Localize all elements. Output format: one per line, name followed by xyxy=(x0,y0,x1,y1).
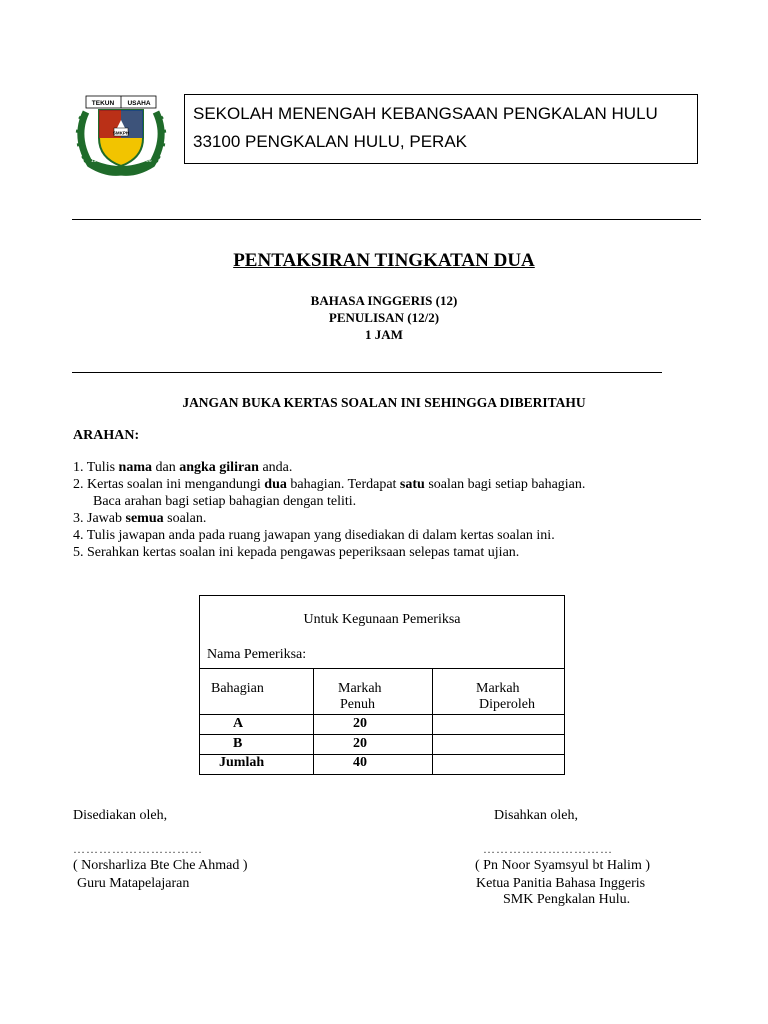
examiner-table-title: Untuk Kegunaan Pemeriksa xyxy=(303,612,461,627)
header-divider xyxy=(72,219,701,220)
instructions-heading: ARAHAN: xyxy=(73,428,140,443)
school-crest-logo xyxy=(72,92,170,176)
table-rule xyxy=(200,714,564,715)
school-address: 33100 PENGKALAN HULU, PERAK xyxy=(193,132,468,151)
table-col-rule xyxy=(432,668,433,774)
warning-text: JANGAN BUKA KERTAS SOALAN INI SEHINGGA DIBERITAHU xyxy=(182,395,586,410)
col-header-section: Bahagian xyxy=(211,681,264,696)
prepared-by-label: Disediakan oleh, xyxy=(73,808,168,823)
crest-banner-left: TEKUN xyxy=(91,100,115,107)
instruction-item-1: 1. Tulis nama dan angka giliran anda. xyxy=(73,460,293,475)
instruction-item-2-continued: Baca arahan bagi setiap bahagian dengan teliti. xyxy=(93,494,357,509)
instruction-item-3: 3. Jawab semua soalan. xyxy=(73,511,207,526)
col-header-obtained-line1: Markah xyxy=(476,681,520,696)
table-rule xyxy=(200,734,564,735)
col-header-full-marks-line2: Penuh xyxy=(340,697,375,712)
col-header-obtained-line2: Diperoleh xyxy=(479,697,535,712)
paper-title: PENULISAN (12/2) xyxy=(328,310,440,325)
crest-shield-text: SMKPH xyxy=(112,130,130,136)
crest-year-right: 96 xyxy=(146,158,152,164)
prepared-by-role: Guru Matapelajaran xyxy=(77,876,190,891)
table-total-full-marks: 40 xyxy=(353,755,367,770)
approved-by-organization: SMK Pengkalan Hulu. xyxy=(503,892,631,907)
examiner-table xyxy=(199,595,565,775)
duration-title: 1 JAM xyxy=(365,327,403,342)
subject-title: BAHASA INGGERIS (12) xyxy=(310,293,458,308)
prepared-by-name: ( Norsharliza Bte Che Ahmad ) xyxy=(73,858,248,873)
approved-by-role: Ketua Panitia Bahasa Inggeris xyxy=(476,876,646,891)
exam-title: PENTAKSIRAN TINGKATAN DUA xyxy=(233,250,535,271)
instruction-item-4: 4. Tulis jawapan anda pada ruang jawapan yang disediakan di dalam kertas soalan ini. xyxy=(73,528,555,543)
prepared-signature-line: ………………………… xyxy=(73,842,203,856)
table-rule xyxy=(200,668,564,669)
table-row-full-marks: 20 xyxy=(353,716,367,731)
crest-emblem-icon xyxy=(72,92,170,176)
table-row-section: A xyxy=(233,716,244,731)
table-row-section: B xyxy=(233,736,243,751)
col-header-full-marks-line1: Markah xyxy=(338,681,382,696)
school-name-box xyxy=(184,94,698,164)
approved-by-name: ( Pn Noor Syamsyul bt Halim ) xyxy=(475,858,650,873)
table-col-rule xyxy=(313,668,314,774)
table-row-full-marks: 20 xyxy=(353,736,367,751)
title-divider xyxy=(72,372,662,373)
instruction-item-2: 2. Kertas soalan ini mengandungi dua bahagian. Terdapat satu soalan bagi setiap bahagian. xyxy=(73,477,586,492)
crest-year-left: 19 xyxy=(91,158,97,164)
instruction-item-5: 5. Serahkan kertas soalan ini kepada pengawas peperiksaan selepas tamat ujian. xyxy=(73,545,520,560)
examiner-name-label: Nama Pemeriksa: xyxy=(207,647,307,662)
approved-by-label: Disahkan oleh, xyxy=(494,808,578,823)
approved-signature-line: ………………………… xyxy=(483,842,613,856)
school-name: SEKOLAH MENENGAH KEBANGSAAN PENGKALAN HULU xyxy=(193,104,658,123)
table-total-label: Jumlah xyxy=(219,755,265,770)
crest-banner-right: USAHA xyxy=(127,100,151,107)
